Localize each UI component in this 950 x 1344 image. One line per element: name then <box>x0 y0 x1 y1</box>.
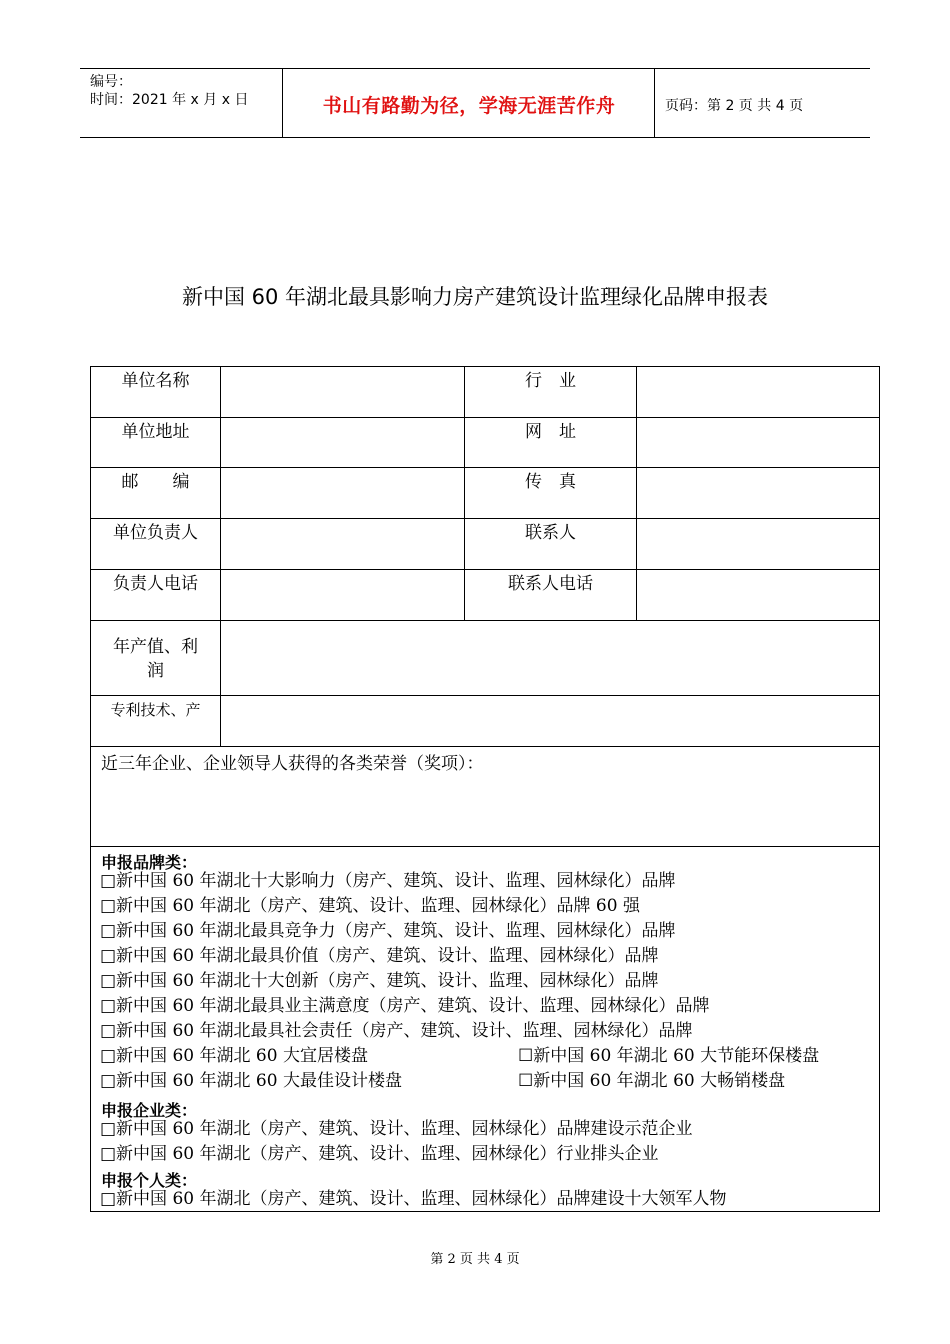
document-header <box>80 68 870 138</box>
number-label: 编号： <box>90 74 132 90</box>
industry-label: 行 业 <box>525 371 576 391</box>
fax-label: 传 真 <box>525 472 576 492</box>
brand-section-heading: 申报品牌类： <box>101 853 198 872</box>
header-page-info: 页码：第 2 页 共 4 页 <box>665 98 804 114</box>
contact-label: 联系人 <box>525 523 576 543</box>
output-profit-field[interactable] <box>221 621 879 695</box>
brand-option[interactable]: □新中国 60 年湖北 60 大最佳设计楼盘 <box>100 1071 402 1091</box>
patents-label: 专利技术、产 <box>110 701 201 719</box>
enterprise-section-heading: 申报企业类： <box>101 1101 198 1120</box>
website-label: 网 址 <box>525 422 576 442</box>
contact-phone-label: 联系人电话 <box>508 574 593 594</box>
application-form <box>90 366 880 1212</box>
website-field[interactable] <box>637 418 879 467</box>
output-profit-label-line1: 年产值、利 <box>113 637 198 657</box>
address-label: 单位地址 <box>121 422 190 442</box>
header-meta <box>90 73 248 109</box>
address-field[interactable] <box>221 418 464 467</box>
brand-option[interactable]: □新中国 60 年湖北十大影响力（房产、建筑、设计、监理、园林绿化）品牌 <box>100 871 676 891</box>
postcode-field[interactable] <box>221 468 464 518</box>
leader-field[interactable] <box>221 519 464 569</box>
enterprise-option[interactable]: □新中国 60 年湖北（房产、建筑、设计、监理、园林绿化）品牌建设示范企业 <box>100 1119 693 1139</box>
individual-option[interactable]: □新中国 60 年湖北（房产、建筑、设计、监理、园林绿化）品牌建设十大领军人物 <box>100 1189 727 1209</box>
brand-option[interactable]: □新中国 60 年湖北最具价值（房产、建筑、设计、监理、园林绿化）品牌 <box>100 946 659 966</box>
industry-field[interactable] <box>637 368 879 417</box>
page-title: 新中国 60 年湖北最具影响力房产建筑设计监理绿化品牌申报表 <box>181 285 769 309</box>
patents-field[interactable] <box>221 696 879 746</box>
header-divider <box>654 69 655 137</box>
row-divider <box>91 846 879 847</box>
leader-phone-label: 负责人电话 <box>113 574 198 594</box>
honors-field[interactable] <box>92 775 878 845</box>
header-motto: 书山有路勤为径，学海无涯苦作舟 <box>322 95 616 117</box>
fax-field[interactable] <box>637 468 879 518</box>
brand-option[interactable]: □新中国 60 年湖北最具社会责任（房产、建筑、设计、监理、园林绿化）品牌 <box>100 1021 693 1041</box>
individual-section-heading: 申报个人类： <box>101 1171 198 1190</box>
honors-label: 近三年企业、企业领导人获得的各类荣誉（奖项）： <box>101 754 484 774</box>
output-profit-label <box>91 635 220 683</box>
brand-option[interactable]: □新中国 60 年湖北最具竞争力（房产、建筑、设计、监理、园林绿化）品牌 <box>100 921 676 941</box>
brand-option[interactable]: □新中国 60 年湖北最具业主满意度（房产、建筑、设计、监理、园林绿化）品牌 <box>100 996 710 1016</box>
row-divider <box>91 746 879 747</box>
brand-option[interactable]: ☐新中国 60 年湖北 60 大节能环保楼盘 <box>518 1046 820 1066</box>
unit-name-label: 单位名称 <box>121 371 190 391</box>
contact-phone-field[interactable] <box>637 570 879 620</box>
leader-phone-field[interactable] <box>221 570 464 620</box>
contact-field[interactable] <box>637 519 879 569</box>
brand-option[interactable]: □新中国 60 年湖北 60 大宜居楼盘 <box>100 1046 368 1066</box>
date-label: 时间：2021 年 x 月 x 日 <box>90 92 249 108</box>
page-footer: 第 2 页 共 4 页 <box>430 1252 520 1267</box>
unit-name-field[interactable] <box>221 368 464 417</box>
brand-option[interactable]: ☐新中国 60 年湖北 60 大畅销楼盘 <box>518 1071 786 1091</box>
enterprise-option[interactable]: □新中国 60 年湖北（房产、建筑、设计、监理、园林绿化）行业排头企业 <box>100 1144 659 1164</box>
postcode-label: 邮 编 <box>121 472 190 492</box>
leader-label: 单位负责人 <box>113 523 198 543</box>
brand-option[interactable]: □新中国 60 年湖北十大创新（房产、建筑、设计、监理、园林绿化）品牌 <box>100 971 659 991</box>
output-profit-label-line2: 润 <box>147 661 164 681</box>
brand-option[interactable]: □新中国 60 年湖北（房产、建筑、设计、监理、园林绿化）品牌 60 强 <box>100 896 640 916</box>
